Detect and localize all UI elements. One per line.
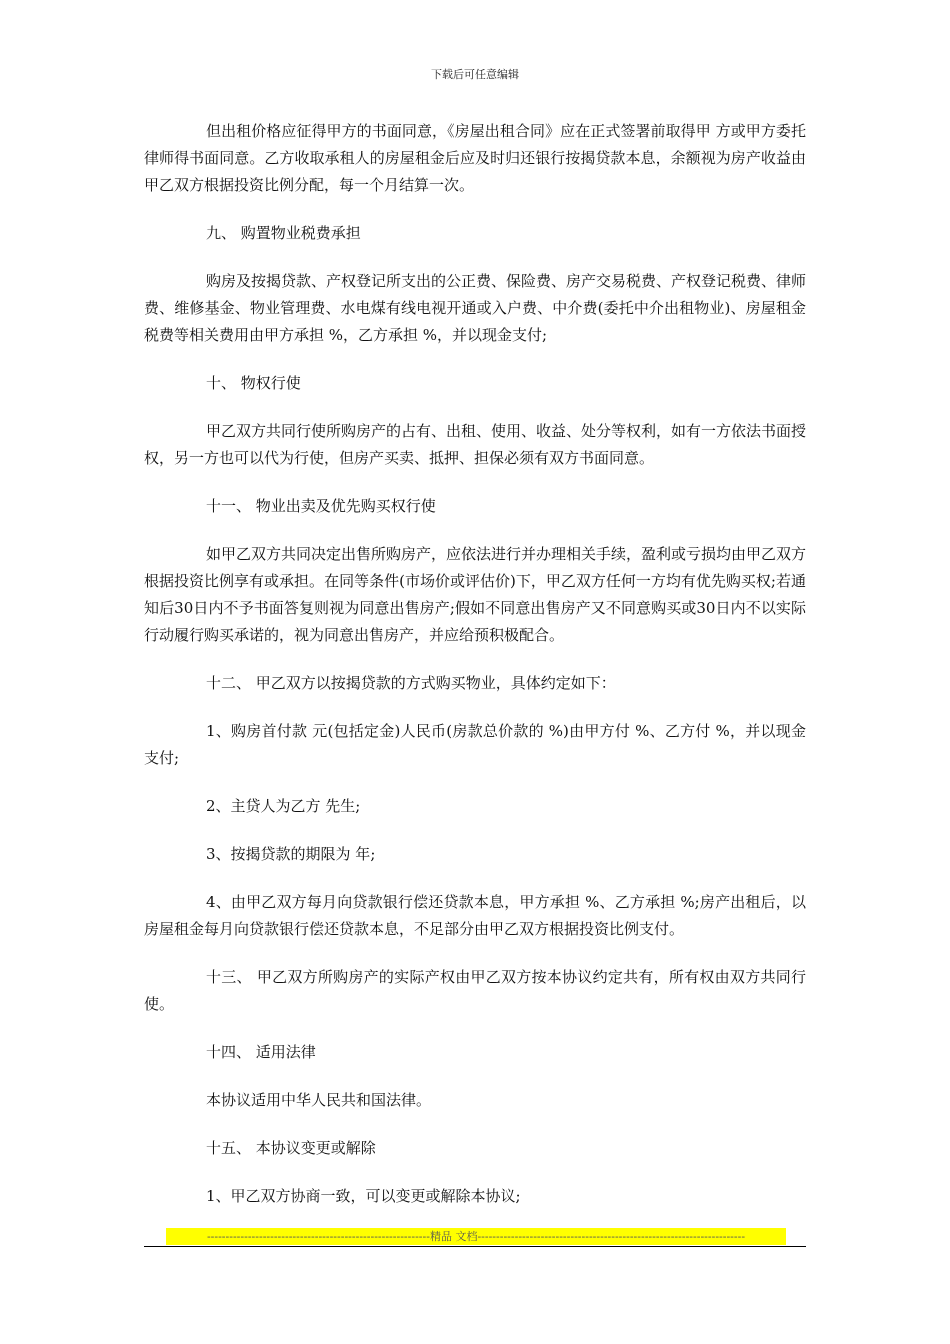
footer-watermark: ------------------------------------------------------------精品 文档------------------------------------------------------------------------ <box>166 1228 786 1245</box>
heading-section-10: 十、 物权行使 <box>206 374 301 392</box>
paragraph-applicable-law: 本协议适用中华人民共和国法律。 <box>206 1091 432 1109</box>
heading-section-12: 十二、 甲乙双方以按揭贷款的方式购买物业，具体约定如下： <box>206 674 616 692</box>
document-body <box>144 118 806 1210</box>
paragraph-sale-priority: 如甲乙双方共同决定出售所购房产，应依法进行并办理相关手续，盈利或亏损均由甲乙双方根据投资比例享有或承担。在同等条件(市场价或评估价)下，甲乙双方任何一方均有优先购买权;若通知后30日内不予书面答复则视为同意出售房产;假如不同意出售房产又不同意购买或30日内不以实际行动履行购买承诺的，视为同意出售房产，并应给预积极配合。 <box>144 545 807 644</box>
paragraph-rent-price: 但出租价格应征得甲方的书面同意，《房屋出租合同》应在正式签署前取得甲 方或甲方委托律师得书面同意。乙方收取承租人的房屋租金后应及时归还银行按揭贷款本息，余额视为房产收益由甲乙双方根据投资比例分配，每一个月结算一次。 <box>144 122 806 194</box>
heading-section-14: 十四、 适用法律 <box>206 1043 316 1061</box>
paragraph-main-borrower: 2、主贷人为乙方 先生; <box>206 797 361 815</box>
heading-section-11: 十一、 物业出卖及优先购买权行使 <box>206 497 436 515</box>
paragraph-loan-term: 3、按揭贷款的期限为 年; <box>206 845 376 863</box>
paragraph-section-13: 十三、 甲乙双方所购房产的实际产权由甲乙双方按本协议约定共有，所有权由双方共同行使。 <box>144 968 806 1013</box>
paragraph-amendment: 1、甲乙双方协商一致，可以变更或解除本协议; <box>206 1187 521 1205</box>
footer-divider <box>144 1246 806 1247</box>
paragraph-property-rights: 甲乙双方共同行使所购房产的占有、出租、使用、收益、处分等权利，如有一方依法书面授权，另一方也可以代为行使，但房产买卖、抵押、担保必须有双方书面同意。 <box>144 422 807 467</box>
page-header: 下载后可任意编辑 <box>431 68 519 81</box>
paragraph-down-payment: 1、购房首付款 元(包括定金)人民币(房款总价款的 %)由甲方付 %、乙方付 %，并以现金支付; <box>144 722 806 767</box>
paragraph-tax-fees: 购房及按揭贷款、产权登记所支出的公正费、保险费、房产交易税费、产权登记税费、律师费、维修基金、物业管理费、水电煤有线电视开通或入户费、中介费(委托中介出租物业)、房屋租金税费等相关费用由甲方承担 %，乙方承担 %，并以现金支付; <box>144 272 807 344</box>
heading-section-9: 九、 购置物业税费承担 <box>206 224 361 242</box>
heading-section-15: 十五、 本协议变更或解除 <box>206 1139 376 1157</box>
paragraph-repayment: 4、由甲乙双方每月向贷款银行偿还贷款本息，甲方承担 %、乙方承担 %;房产出租后，以房屋租金每月向贷款银行偿还贷款本息，不足部分由甲乙双方根据投资比例支付。 <box>144 893 806 938</box>
